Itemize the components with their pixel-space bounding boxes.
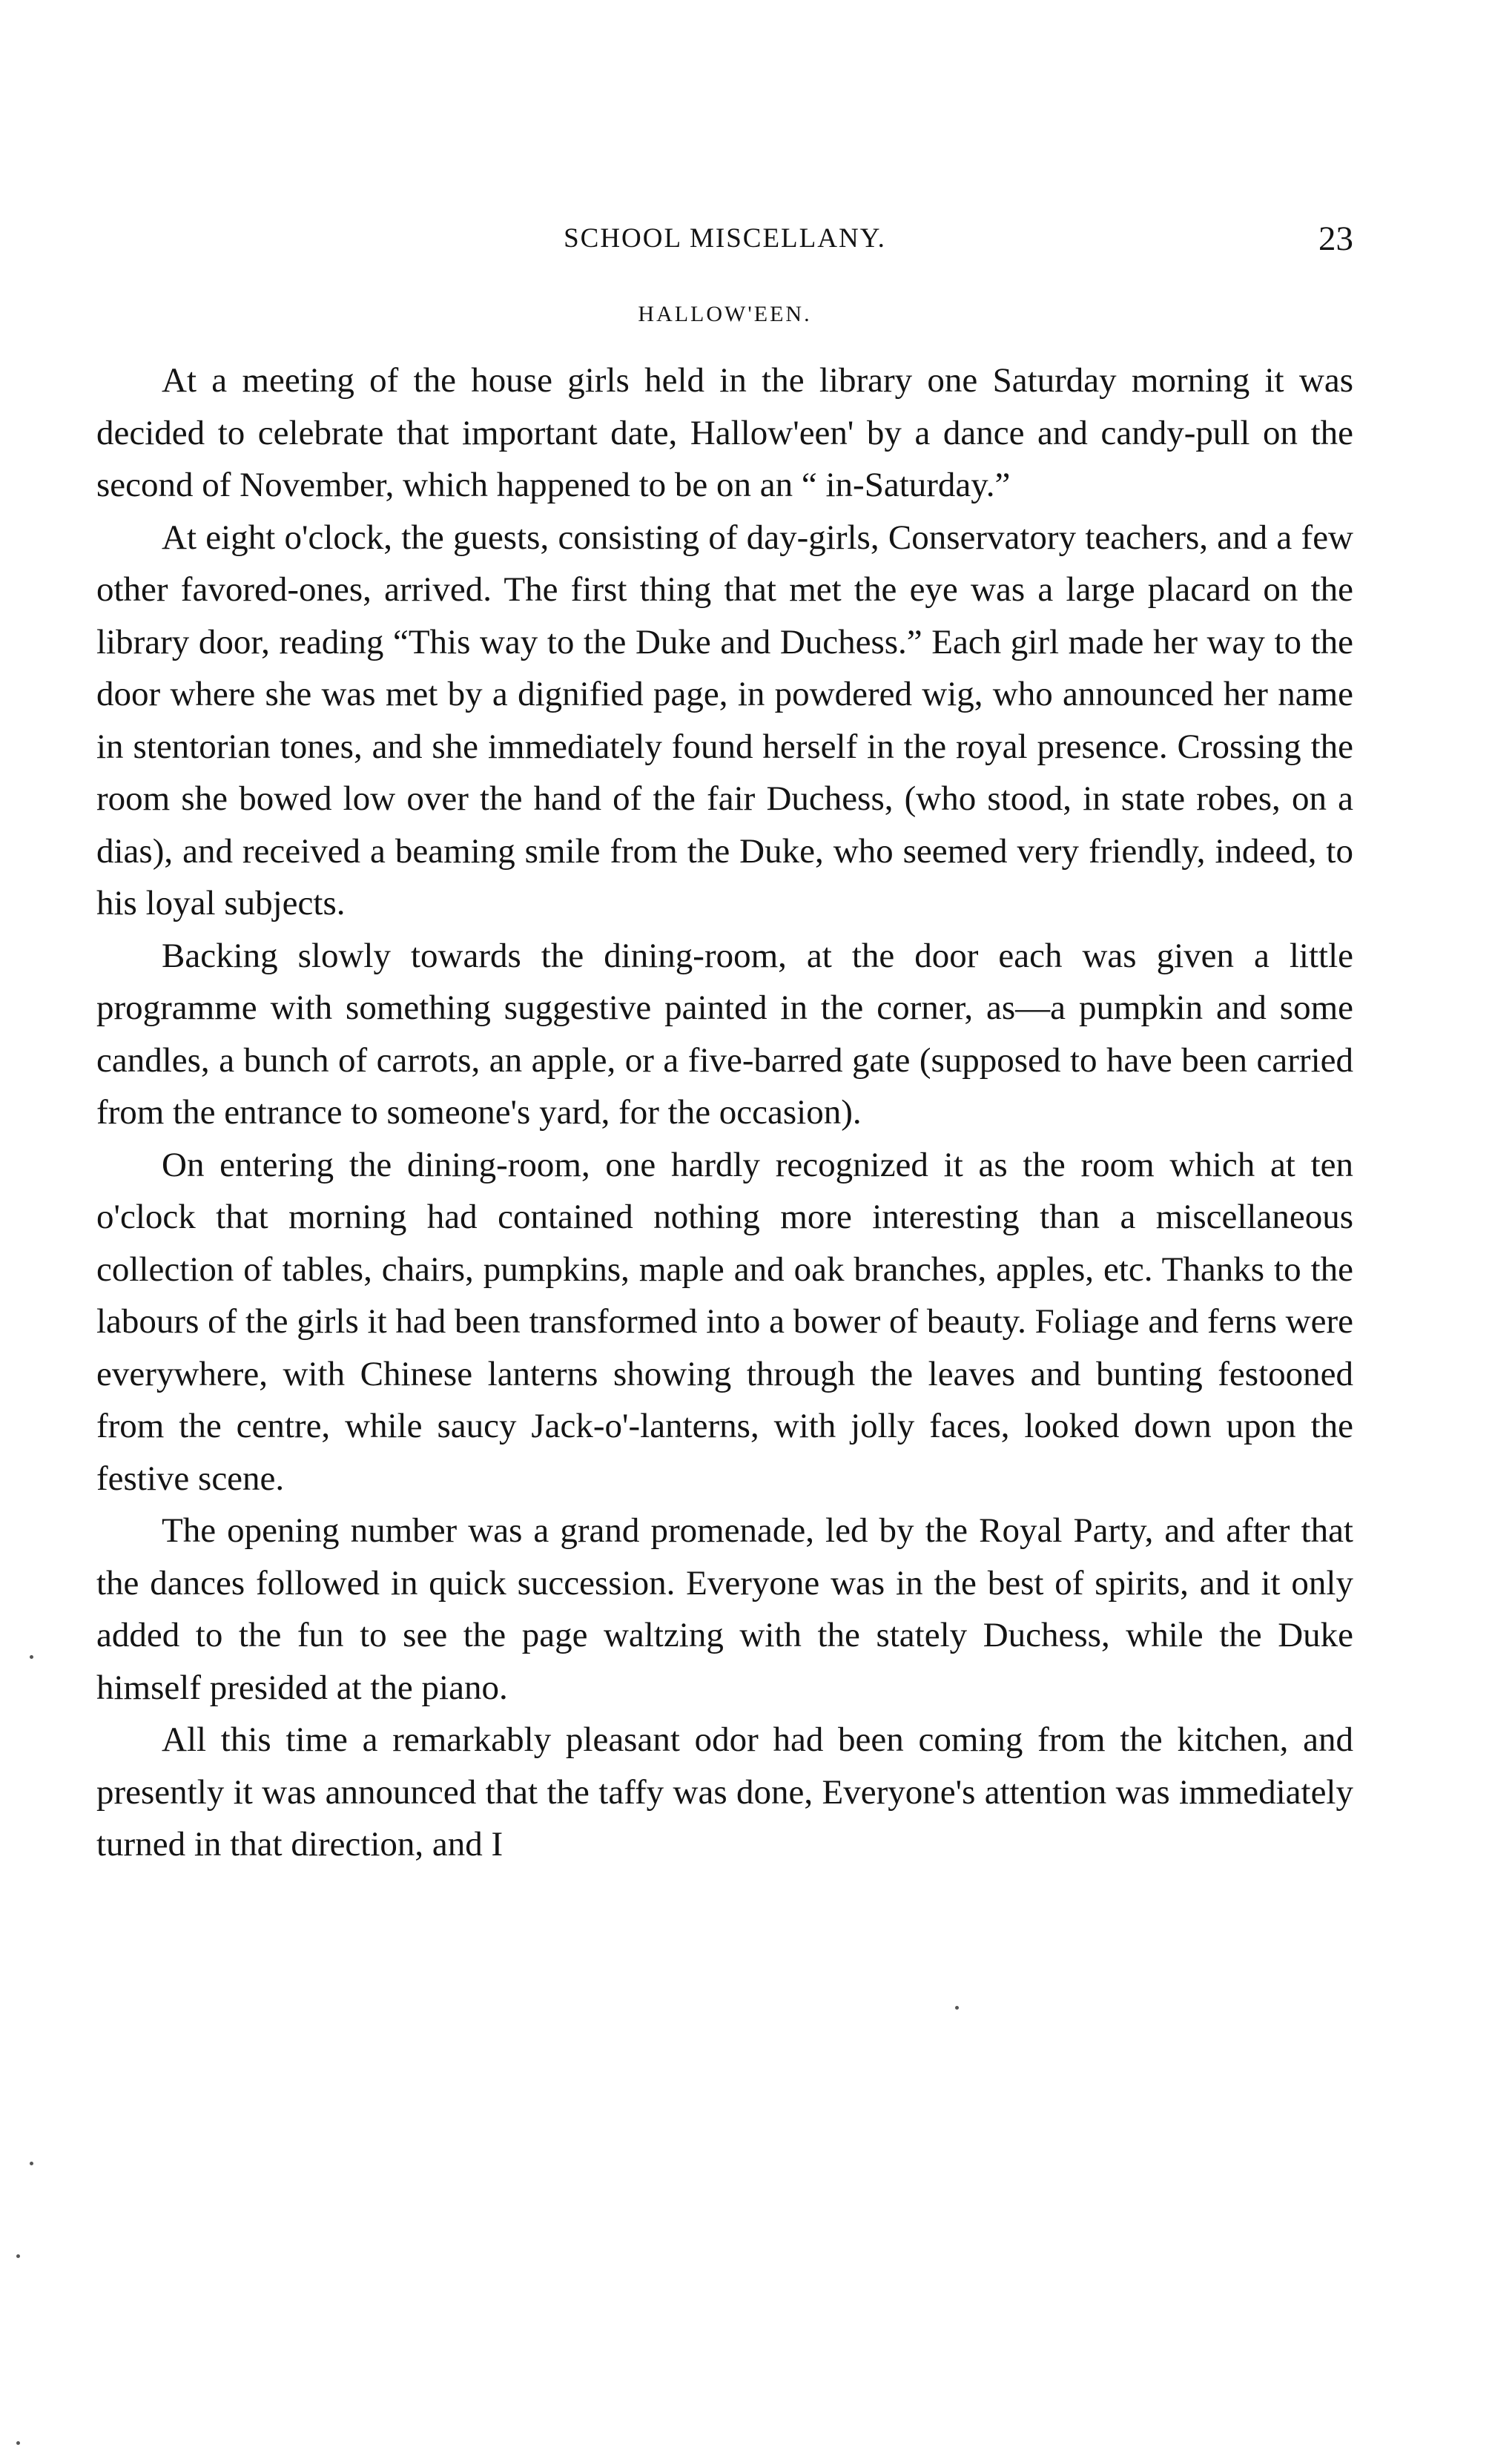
running-head	[96, 217, 1353, 261]
page-number: 23	[1318, 220, 1353, 258]
running-title: SCHOOL MISCELLANY.	[564, 223, 886, 254]
paragraph-5: The opening number was a grand promenade, led by the Royal Party, and after that the dances followed in quick succession. Everyone was in the best of spirits, and it only added to the fun to see the page waltzing with the stately Duchess, while the Duke himself presided at the piano.	[96, 1511, 1353, 1707]
margin-speck	[955, 2006, 959, 2010]
section-title: HALLOW'EEN.	[638, 302, 812, 326]
paragraph-6: All this time a remarkably pleasant odor had been coming from the kitchen, and presently it was announced that the taffy was done, Everyone's attention was immediately turned in that direction, and I	[96, 1720, 1353, 1864]
margin-speck	[30, 2162, 33, 2165]
margin-speck	[30, 1655, 33, 1659]
margin-speck	[16, 2254, 20, 2258]
margin-speck	[16, 2441, 20, 2445]
paragraph-2: At eight o'clock, the guests, consisting of day-girls, Conservatory teachers, and a few other favored-ones, arrived. The first thing that met the eye was a large placard on the library door, reading “This way to the Duke and Duchess.” Each girl made her way to the door where she was met by a dignified page, in powdered wig, who announced her name in stentorian tones, and she immediately found herself in the royal presence. Crossing the room she bowed low over the hand of the fair Duchess, (who stood, in state robes, on a dias), and received a beaming smile from the Duke, who seemed very friendly, indeed, to his loyal subjects.	[96, 518, 1353, 922]
paragraph-1: At a meeting of the house girls held in the library one Saturday morning it was decided to celebrate that important date, Hallow'een' by a dance and candy-pull on the second of November, which happened to be on an “ in-Saturday.”	[96, 361, 1353, 504]
paragraph-4: On entering the dining-room, one hardly recognized it as the room which at ten o'clock that morning had contained nothing more interesting than a miscellaneous collection of tables, chairs, pumpkins, maple and oak branches, apples, etc. Thanks to the labours of the girls it had been transformed into a bower of beauty. Foliage and ferns were everywhere, with Chinese lanterns showing through the leaves and bunting festooned from the centre, while saucy Jack-o'-lanterns, with jolly faces, looked down upon the festive scene.	[96, 1145, 1353, 1498]
article-body	[96, 354, 1353, 1871]
paragraph-3: Backing slowly towards the dining-room, at the door each was given a little programme with something suggestive painted in the corner, as—a pumpkin and some candles, a bunch of carrots, an apple, or a five-barred gate (supposed to have been carried from the entrance to someone's yard, for the occasion).	[96, 936, 1353, 1132]
